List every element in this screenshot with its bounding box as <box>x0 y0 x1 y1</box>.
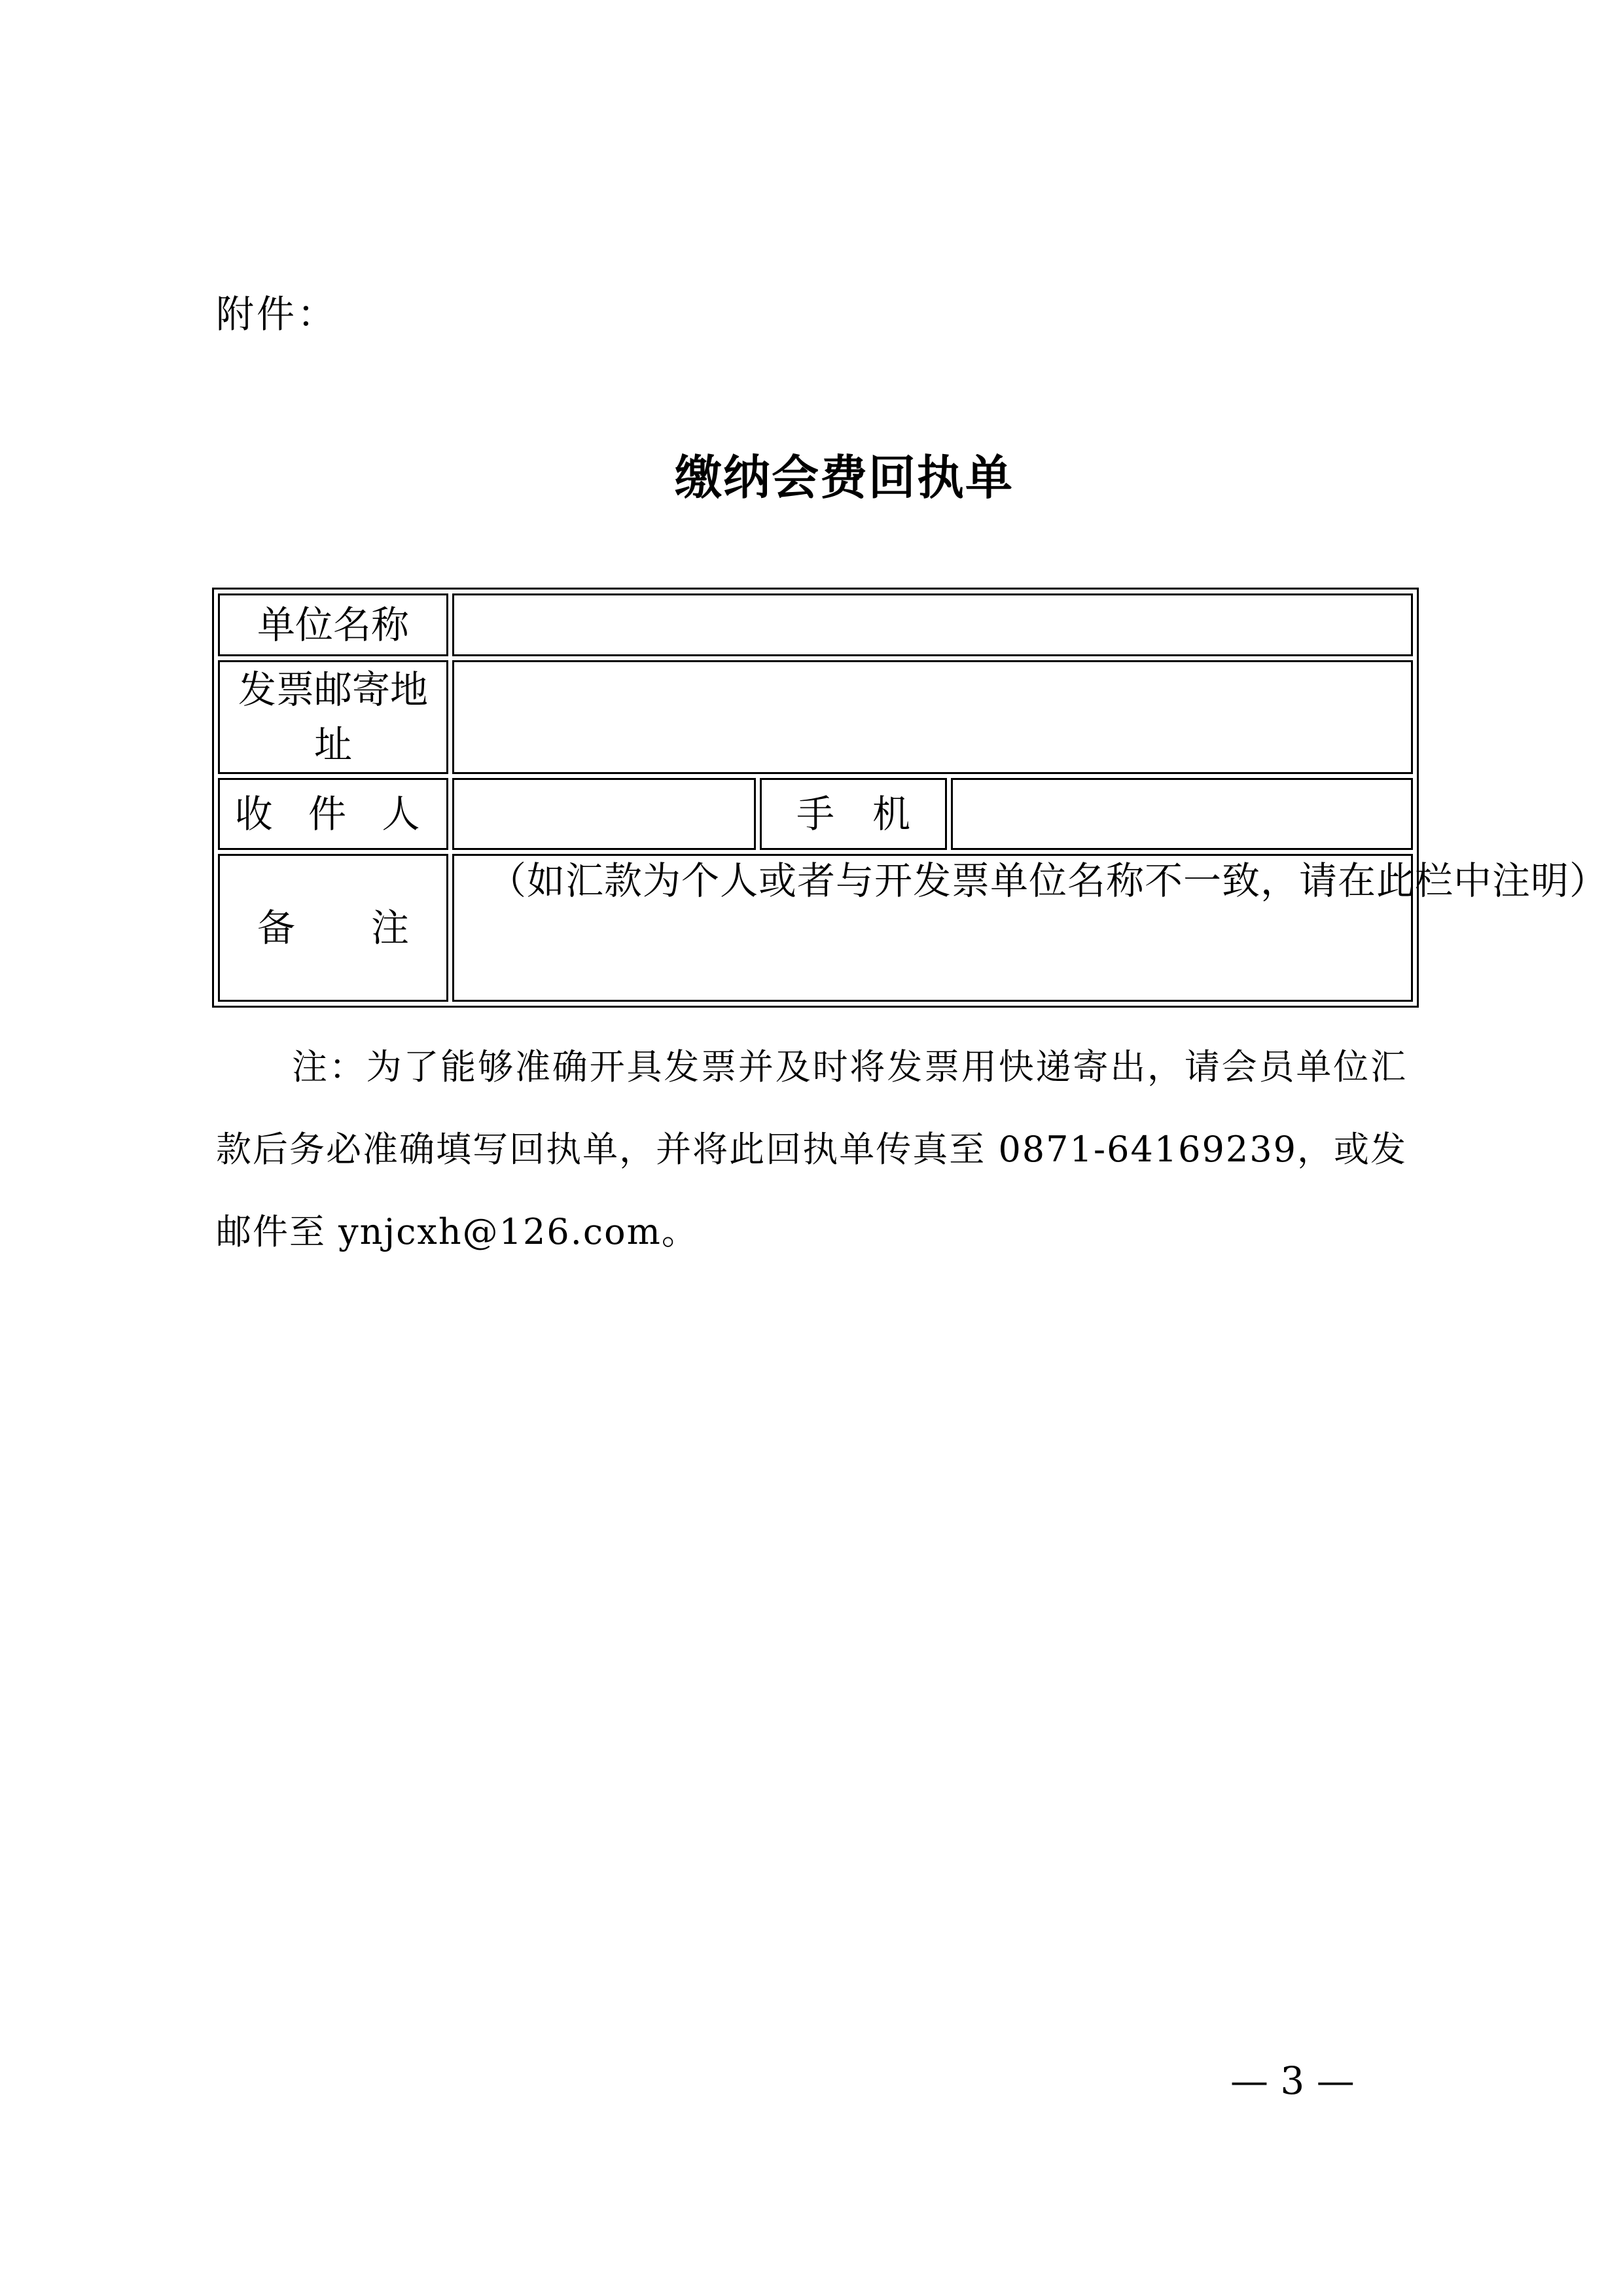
phone-field[interactable] <box>951 778 1413 850</box>
table-row-unit-name <box>218 593 1413 656</box>
invoice-address-label: 发票邮寄地址 <box>218 660 448 774</box>
phone-label: 手 机 <box>760 778 947 850</box>
recipient-field[interactable] <box>452 778 756 850</box>
table-row-invoice-address <box>218 660 1413 774</box>
document-title: 缴纳会费回执单 <box>674 450 1014 505</box>
recipient-label: 收 件 人 <box>218 778 448 850</box>
note-paragraph: 注：为了能够准确开具发票并及时将发票用快递寄出，请会员单位汇款后务必准确填写回执单，并将此回执单传真至 0871-64169239，或发邮件至 ynjcxh@126.com。 <box>216 1046 1407 1252</box>
remarks-field[interactable] <box>452 854 1609 1002</box>
page-number: — 3 — <box>1230 2058 1355 2103</box>
attachment-label: 附件： <box>216 292 338 336</box>
receipt-form-table <box>212 588 1609 1008</box>
table-row-remarks <box>218 854 1413 1002</box>
unit-name-field[interactable] <box>452 593 1413 656</box>
remarks-hint: （如汇款为个人或者与开发票单位名称不一致，请在此栏中注明） <box>488 858 1609 903</box>
table-row-recipient <box>218 778 1413 850</box>
invoice-address-field[interactable] <box>452 660 1413 774</box>
unit-name-label: 单位名称 <box>218 593 448 656</box>
remarks-label: 备 注 <box>218 854 448 1002</box>
